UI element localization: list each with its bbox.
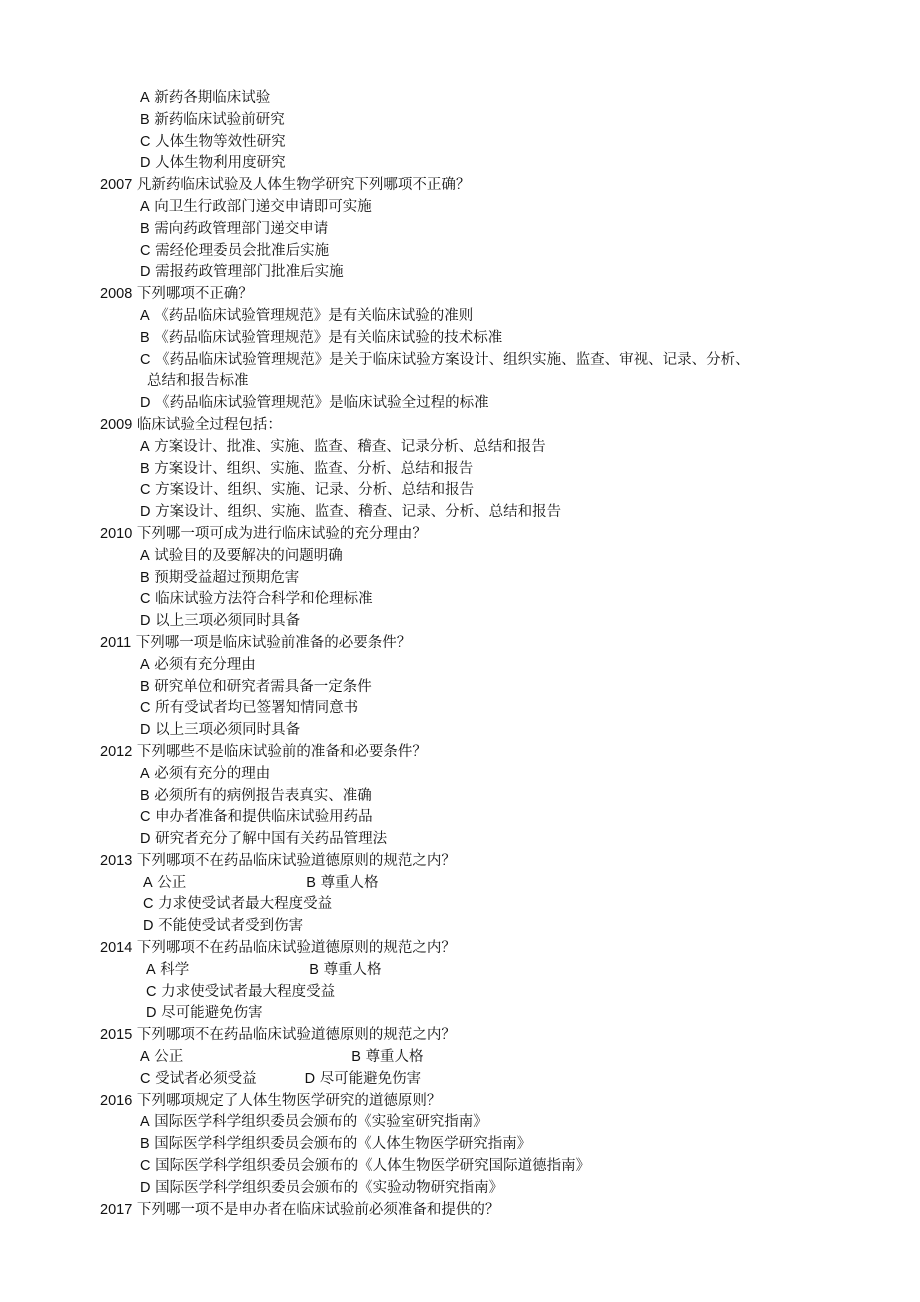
option-letter: A (140, 438, 150, 455)
option-line (0, 982, 920, 1004)
document-body (0, 88, 920, 1221)
option-text: 人体生物利用度研究 (155, 155, 286, 172)
option-text: 尊重人格 (320, 874, 379, 891)
option-line (0, 1047, 920, 1069)
option-text: 研究者充分了解中国有关药品管理法 (155, 831, 388, 848)
option-line (0, 546, 920, 568)
question-text: 下列哪项不在药品临床试验道德原则的规范之内？ (136, 940, 456, 957)
option-letter: C (140, 1070, 151, 1087)
option-line (0, 720, 920, 742)
question-line (0, 415, 920, 437)
option-letter: D (146, 1005, 157, 1022)
question-number: 2009 (100, 416, 133, 433)
option-letter: B (140, 569, 150, 586)
option-text: 预期受益超过预期危害 (154, 569, 300, 586)
question-line (0, 851, 920, 873)
option-letter: D (140, 722, 151, 739)
option-text: 国际医学科学组织委员会颁布的《人体生物医学研究国际道德指南》 (155, 1158, 591, 1175)
question-number: 2007 (100, 177, 133, 194)
option-line (0, 894, 920, 916)
option-text: 必须有充分的理由 (154, 765, 271, 782)
option-letter: D (140, 155, 151, 172)
option-letter: A (140, 90, 150, 106)
option-letter: A (146, 961, 156, 978)
option-line (0, 764, 920, 786)
option-text: 必须有充分理由 (154, 656, 256, 673)
question-number: 2015 (100, 1027, 133, 1044)
question-line (0, 284, 920, 306)
option-text: 以上三项必须同时具备 (155, 613, 301, 630)
option-letter: B (140, 329, 150, 346)
option-line (0, 241, 920, 263)
option-text: 需经伦理委员会批准后实施 (155, 242, 330, 259)
option-line (0, 502, 920, 524)
option-text: 申办者准备和提供临床试验用药品 (155, 809, 373, 826)
option-letter: D (140, 504, 151, 521)
option-line (0, 1156, 920, 1178)
option-text: 研究单位和研究者需具备一定条件 (154, 678, 372, 695)
option-text: 新药各期临床试验 (154, 90, 271, 106)
option-text: 公正 (157, 874, 187, 891)
option-line (0, 698, 920, 720)
question-text: 凡新药临床试验及人体生物学研究下列哪项不正确？ (136, 177, 471, 194)
option-line (0, 786, 920, 808)
question-text: 下列哪一项是临床试验前准备的必要条件？ (135, 634, 412, 651)
option-text: 总结和报告标准 (147, 373, 249, 390)
option-letter: A (140, 198, 150, 215)
question-text: 下列哪一项不是申办者在临床试验前必须准备和提供的？ (136, 1201, 500, 1218)
option-text: 不能使受试者受到伤害 (158, 918, 304, 935)
option-text: 尊重人格 (323, 961, 382, 978)
question-text: 下列哪一项可成为进行临床试验的充分理由？ (136, 525, 427, 542)
question-line (0, 1091, 920, 1113)
option-line (0, 480, 920, 502)
option-letter: D (140, 831, 151, 848)
option-line (0, 916, 920, 938)
option-line (0, 1112, 920, 1134)
option-text: 国际医学科学组织委员会颁布的《实验室研究指南》 (154, 1114, 488, 1131)
option-line (0, 328, 920, 350)
option-letter: D (140, 395, 151, 412)
option-line (0, 655, 920, 677)
option-line (0, 1178, 920, 1200)
option-text: 所有受试者均已签署知情同意书 (155, 700, 359, 717)
option-text: 需向药政管理部门递交申请 (154, 220, 329, 237)
option-text: 受试者必须受益 (155, 1070, 257, 1087)
option-text: 力求使受试者最大程度受益 (158, 896, 333, 913)
option-line (0, 393, 920, 415)
option-letter: B (140, 111, 150, 128)
option-line (0, 1134, 920, 1156)
option-line (0, 829, 920, 851)
option-line (0, 306, 920, 328)
option-text: 必须所有的病例报告表真实、准确 (154, 787, 372, 804)
option-line (0, 153, 920, 175)
question-number: 2014 (100, 940, 133, 957)
option-text: 国际医学科学组织委员会颁布的《实验动物研究指南》 (155, 1179, 504, 1196)
question-line (0, 1025, 920, 1047)
question-number: 2008 (100, 286, 133, 303)
option-text: 临床试验方法符合科学和伦理标准 (155, 591, 373, 608)
option-letter: A (140, 765, 150, 782)
question-number: 2017 (100, 1201, 133, 1218)
question-line (0, 633, 920, 655)
option-continuation (0, 371, 920, 393)
option-line (0, 437, 920, 459)
option-line (0, 873, 920, 895)
question-number: 2013 (100, 852, 133, 869)
option-line (0, 807, 920, 829)
option-text: 方案设计、组织、实施、监查、分析、总结和报告 (154, 460, 474, 477)
option-line (0, 589, 920, 611)
option-letter: D (140, 1179, 151, 1196)
question-text: 临床试验全过程包括： (136, 416, 282, 433)
option-text: 《药品临床试验管理规范》是有关临床试验的技术标准 (154, 329, 503, 346)
question-text: 下列哪项不正确？ (136, 286, 253, 303)
option-letter: A (140, 656, 150, 673)
option-letter: C (140, 1158, 151, 1175)
option-line (0, 262, 920, 284)
option-text: 向卫生行政部门递交申请即可实施 (154, 198, 372, 215)
option-letter: B (306, 874, 316, 891)
option-text: 试验目的及要解决的问题明确 (154, 547, 343, 564)
option-letter: B (351, 1049, 361, 1066)
option-line (0, 110, 920, 132)
option-text: 尽可能避免伤害 (319, 1070, 422, 1087)
option-text: 力求使受试者最大程度受益 (161, 983, 336, 1000)
question-text: 下列哪项规定了人体生物医学研究的道德原则？ (136, 1092, 442, 1109)
option-line (0, 197, 920, 219)
option-text: 公正 (154, 1049, 184, 1066)
question-text: 下列哪项不在药品临床试验道德原则的规范之内？ (136, 852, 456, 869)
question-text: 下列哪项不在药品临床试验道德原则的规范之内？ (136, 1027, 456, 1044)
option-letter: D (140, 613, 151, 630)
option-text: 方案设计、组织、实施、监查、稽查、记录、分析、总结和报告 (155, 504, 562, 521)
option-letter: C (140, 133, 151, 150)
question-line (0, 1200, 920, 1222)
option-text: 人体生物等效性研究 (155, 133, 286, 150)
question-line (0, 938, 920, 960)
option-letter: D (304, 1070, 316, 1087)
option-letter: C (146, 983, 157, 1000)
option-letter: A (140, 307, 150, 324)
question-line (0, 175, 920, 197)
option-letter: A (140, 1114, 150, 1131)
question-line (0, 524, 920, 546)
option-text: 《药品临床试验管理规范》是关于临床试验方案设计、组织实施、监查、审视、记录、分析、 (155, 351, 750, 368)
option-line (0, 219, 920, 241)
question-number: 2011 (100, 634, 132, 651)
question-number: 2016 (100, 1092, 133, 1109)
option-text: 《药品临床试验管理规范》是有关临床试验的准则 (154, 307, 474, 324)
question-text: 下列哪些不是临床试验前的准备和必要条件？ (136, 743, 427, 760)
option-text: 尊重人格 (365, 1049, 424, 1066)
question-number: 2010 (100, 525, 133, 542)
option-letter: B (140, 678, 150, 695)
option-text: 以上三项必须同时具备 (155, 722, 301, 739)
question-line (0, 742, 920, 764)
option-letter: D (140, 264, 151, 281)
option-text: 科学 (160, 961, 190, 978)
option-text: 方案设计、批准、实施、监查、稽查、记录分析、总结和报告 (154, 438, 546, 455)
option-line (0, 88, 920, 110)
option-line (0, 459, 920, 481)
option-text: 尽可能避免伤害 (161, 1005, 263, 1022)
option-line (0, 1003, 920, 1025)
option-letter: B (140, 460, 150, 477)
option-text: 《药品临床试验管理规范》是临床试验全过程的标准 (155, 395, 489, 412)
option-letter: C (140, 351, 151, 368)
option-line (0, 132, 920, 154)
option-line (0, 611, 920, 633)
option-letter: B (140, 787, 150, 804)
option-text: 方案设计、组织、实施、记录、分析、总结和报告 (155, 482, 475, 499)
option-line (0, 677, 920, 699)
option-letter: A (140, 1049, 150, 1066)
option-text: 需报药政管理部门批准后实施 (155, 264, 344, 281)
option-letter: C (140, 809, 151, 826)
option-letter: C (140, 242, 151, 259)
option-letter: B (140, 1136, 150, 1153)
option-letter: C (140, 700, 151, 717)
option-line (0, 1069, 920, 1091)
option-letter: C (143, 896, 154, 913)
option-letter: B (309, 961, 319, 978)
option-letter: D (143, 918, 154, 935)
option-letter: A (140, 547, 150, 564)
question-number: 2012 (100, 743, 133, 760)
option-line (0, 568, 920, 590)
option-text: 新药临床试验前研究 (154, 111, 285, 128)
option-text: 国际医学科学组织委员会颁布的《人体生物医学研究指南》 (154, 1136, 532, 1153)
option-line (0, 960, 920, 982)
option-letter: B (140, 220, 150, 237)
option-letter: C (140, 591, 151, 608)
option-letter: A (143, 874, 153, 891)
option-line (0, 350, 920, 372)
option-letter: C (140, 482, 151, 499)
